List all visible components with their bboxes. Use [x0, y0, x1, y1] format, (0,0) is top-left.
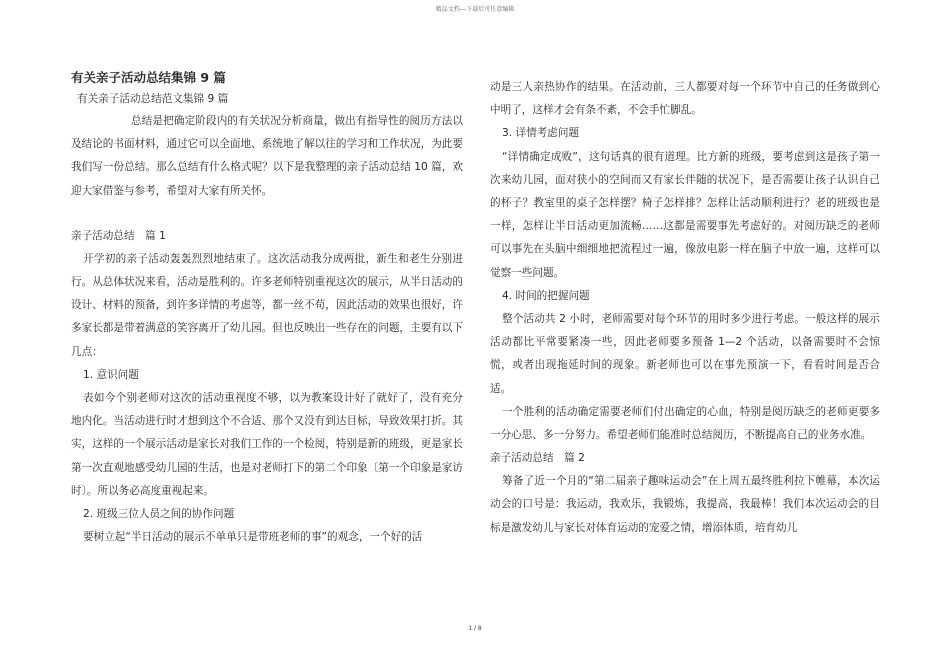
body-paragraph: “详情确定成败”，这句话真的很有道理。比方新的班级，要考虑到这是孩子第一次来幼儿园，面对狭小的空间而又有家长伴随的状况下，是否需要让孩子认识自己的杯子？教室里的桌子怎样摆？椅子怎样排？怎样让活动顺利进行？老的班级也是一样，怎样让半日活动更加流畅……这都是需要事先考虑好的。对阅历缺乏的老师可以事先在头脑中细细地把流程过一遍，像放电影一样在脑子中放一遍，这样可以觉察一些问题。 [490, 150, 880, 279]
body-paragraph: 表如今个别老师对这次的活动重视度不够，以为教案设计好了就好了，没有充分地内化。当活动进行时才想到这个不合适、那个又没有到达目标，导致效果打折。其实，这样的一个展示活动是家长对我们工作的一个检阅，特别是新的班级，更是家长第一次直观地感受幼儿园的生活，也是对老师打下的第二个印象〔第一个印象是家访时〕。所以务必高度重视起来。 [71, 392, 463, 497]
right-column [490, 76, 880, 540]
point-title-4: 4. 时间的把握问题 [502, 289, 590, 302]
section-title-1: 亲子活动总结 篇 1 [71, 229, 166, 242]
page-header-note: 精品文档---下载后可任意编辑 [435, 6, 515, 13]
body-paragraph: 整个活动共 2 小时，老师需要对每个环节的用时多少进行考虑。一般这样的展示活动都比平常要紧凑一些，因此老师要多预备 1—2 个活动，以备需要时不会惊慌，或者出现拖延时间的现象。新老师也可以在事先预演一下，看看时间是否合适。 [490, 313, 880, 395]
body-paragraph: 开学初的亲子活动轰轰烈烈地结束了。这次活动我分成两批，新生和老生分别进行。从总体状况来看，活动是胜利的。许多老师特别重视这次的展示，从半日活动的设计、材料的预备，到许多详情的考虑等，都一丝不苟，因此活动的效果也很好，许多家长都是带着满意的笑容离开了幼儿园。但也反映出一些存在的问题，主要有以下几点： [71, 252, 463, 358]
body-paragraph: 动是三人亲热协作的结果。在活动前，三人都要对每一个环节中自己的任务做到心中明了，这样才会有条不紊，不会手忙脚乱。 [490, 81, 880, 117]
intro-paragraph: 总结是把确定阶段内的有关状况分析商量，做出有指导性的阅历方法以及结论的书面材料，通过它可以全面地、系统地了解以往的学习和工作状况，为此要我们写一份总结。那么总结有什么格式呢？以下是我整理的亲子活动总结 10 篇，欢迎大家借鉴与参考，希望对大家有所关怀。 [71, 115, 463, 197]
document-subtitle: 有关亲子活动总结范文集锦 9 篇 [77, 93, 229, 105]
section-title-2: 亲子活动总结 篇 2 [490, 452, 585, 465]
spacer [71, 203, 463, 225]
document-title: 有关亲子活动总结集锦 9 篇 [71, 70, 226, 85]
point-title-2: 2. 班级三位人员之间的协作问题 [83, 508, 235, 521]
page-number: 1 / 8 [468, 625, 482, 632]
point-title-1: 1. 意识问题 [83, 368, 139, 381]
body-paragraph: 筹备了近一个月的“第二届亲子趣味运动会”在上周五最终胜利拉下帷幕，本次运动会的口号是：我运动，我欢乐，我锻炼，我提高，我最棒！我们本次运动会的目标是激发幼儿与家长对体育运动的宠爱之情，增添体质，培育幼儿 [490, 475, 880, 534]
point-title-3: 3. 详情考虑问题 [502, 127, 580, 140]
left-column [71, 68, 463, 549]
body-paragraph: 要树立起“半日活动的展示不单单只是带班老师的事”的观念，一个好的活 [83, 531, 423, 544]
body-paragraph: 一个胜利的活动确定需要老师们付出确定的心血，特别是阅历缺乏的老师更要多一分心思、多一分努力。希望老师们能准时总结阅历，不断提高自己的业务水准。 [490, 405, 880, 442]
